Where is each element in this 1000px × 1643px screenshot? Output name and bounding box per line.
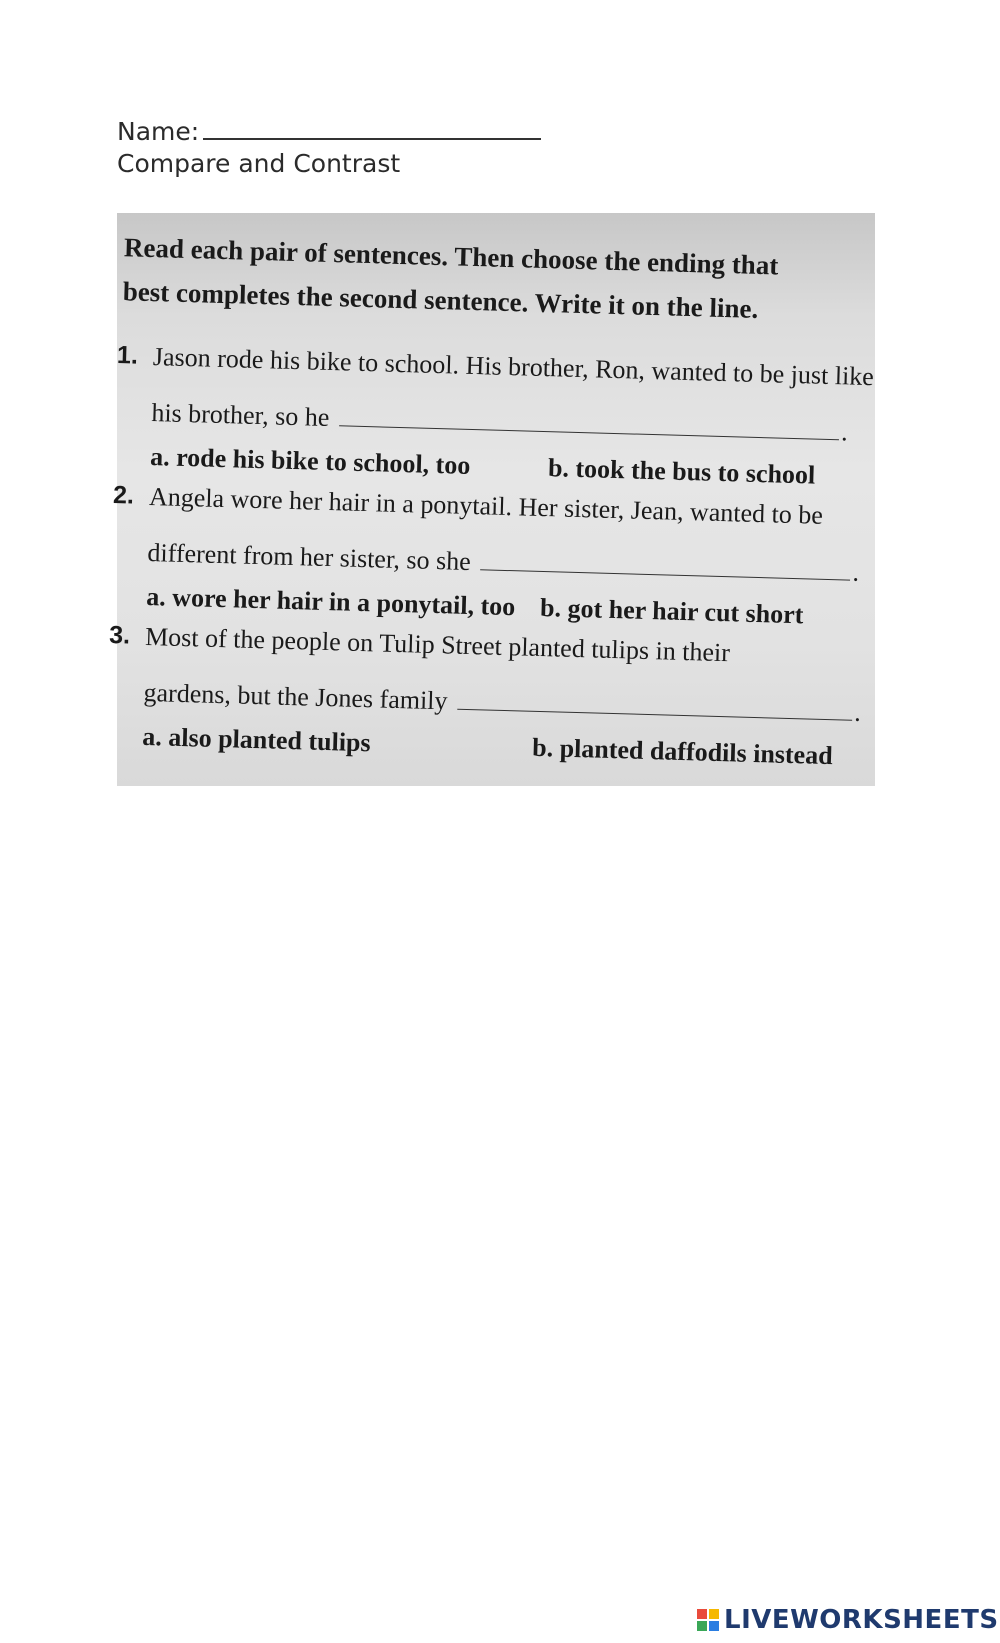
question-number: 2. [112,481,135,510]
question-sentence-text: different from her sister, so she [147,537,472,577]
choice-a: a. rode his bike to school, too [149,442,471,480]
logo-block [697,1609,707,1619]
logo-block [709,1621,719,1631]
question-sentence-line1: Angela wore her hair in a ponytail. Her sister, Jean, wanted to be [148,482,824,530]
name-blank-line [203,116,541,140]
question-sentence-text: his brother, so he [151,398,330,433]
answer-blank-line [481,551,851,580]
choice-b: b. planted daffodils instead [531,732,834,771]
answer-choices [141,721,834,771]
question-sentence-line2: different from her sister, so she . [147,537,860,587]
question-sentence-text: gardens, but the Jones family [143,677,448,716]
choice-a: a. also planted tulips [141,721,372,758]
answer-choices [145,581,837,630]
question-sentence-line2: gardens, but the Jones family . [143,677,862,727]
worksheet-photo-content [101,213,875,807]
answer-choices [149,442,841,490]
question-item-1 [116,341,875,490]
worksheet-subtitle: Compare and Contrast [117,149,401,178]
logo-block [709,1609,719,1619]
name-row [117,116,541,148]
logo-mark-icon [697,1609,719,1631]
answer-blank-line [457,691,852,721]
worksheet-photo [108,213,875,786]
name-label: Name: [117,117,200,146]
answer-blank-line [339,407,839,440]
worksheet-header [117,116,541,180]
choice-a: a. wore her hair in a ponytail, too [145,581,516,622]
logo-block [697,1621,707,1631]
choice-b: b. took the bus to school [547,453,816,490]
question-number: 3. [108,620,131,650]
liveworksheets-logo[interactable] [697,1605,999,1635]
question-sentence-line1: Most of the people on Tulip Street planted tulips in their [144,621,731,668]
choice-b: b. got her hair cut short [539,592,804,630]
question-sentence-line2: his brother, so he . [151,398,849,447]
brand-name: LIVEWORKSHEETS [724,1605,999,1635]
question-number: 1. [116,341,139,370]
instructions-text: Read each pair of sentences. Then choose the ending that best completes the second sentence. Write it on the line. [122,232,779,324]
question-sentence-line1: Jason rode his bike to school. His brother, Ron, wanted to be just like [152,342,875,392]
